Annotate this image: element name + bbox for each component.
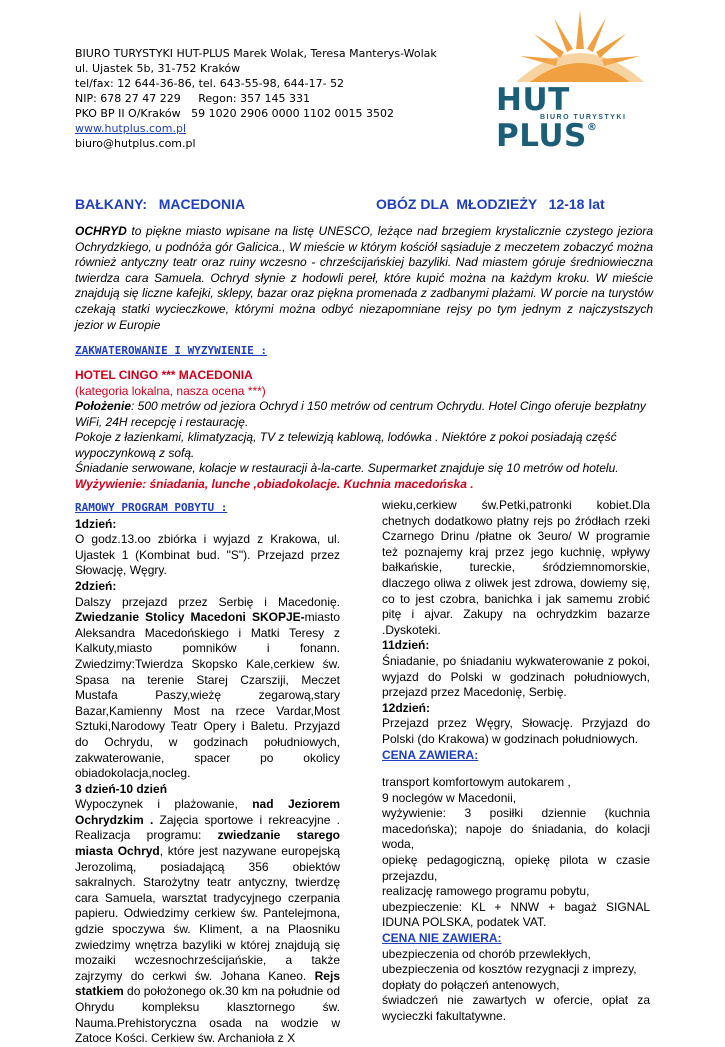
phone: tel/fax: 12 644-36-86, tel. 643-55-98, 644-17- 52 <box>75 77 345 90</box>
includes-item: wyżywienie: 3 posiłki dziennie (kuchnia macedońska); napoje do śniadania, do kolacji woda, <box>382 806 650 852</box>
logo-subtitle: BIURO TURYSTYKI <box>540 114 627 121</box>
day12-label: 12dzień: <box>382 700 431 715</box>
day2-text: Dalszy przejazd przez Serbię i Macedonię. Zwiedzanie Stolicy Macedoni SKOPJE-miasto Aleksandra Macedońskiego i Matki Teresy z Kalkuty,miasto pomników i fonann. Zwiedzimy:Twierdza Skopsko Kale,cerkiew św. Spasa na terenie Starej Czarsziji, Meczet Mustafa Paszy,wieżę zegarową,stary Bazar,Kamienny Most na rzece Vardar,Most Sztuki,Narodowy Teatr Opery i Baletu. Przyjazd do Ochrydu, w godzinach południowych, zakwaterowanie, spacer po okolicy obiadokolacja,nocleg. <box>75 594 340 781</box>
price-excludes-list <box>382 947 650 1025</box>
title-camp: OBÓZ DLA MŁODZIEŻY 12-18 lat <box>376 196 605 212</box>
hotel-category: (kategoria lokalna, nasza ocena ***) <box>75 383 266 398</box>
location-label: Położenie <box>75 399 132 413</box>
title-destination: BAŁKANY: MACEDONIA <box>75 196 246 212</box>
hotel-rooms: Pokoje z łazienkami, klimatyzacją, TV z telewizją kablową, lodówka . Niektóre z pokoi posiadają część wypoczynkową z sofą. <box>75 430 617 460</box>
intro-lead: OCHRYD <box>75 224 127 238</box>
intro-paragraph <box>75 224 653 333</box>
email: biuro@hutplus.com.pl <box>75 137 196 150</box>
hotel-breakfast: Śniadanie serwowane, kolacje w restauracji à-la-carte. Supermarket znajduje się 10 metrów od hotelu. <box>75 461 619 475</box>
program-left-column <box>75 500 340 1047</box>
day12-text: Przejazd przez Węgry, Słowację. Przyjazd do Polski (do Krakowa) w godzinach południowych. <box>382 716 650 746</box>
day3-text: Wypoczynek i plażowanie, nad Jeziorem Ochrydzkim . Zajęcia sportowe i rekreacyjne . Realizacja programu: zwiedzanie starego miasta Ochryd, które jest nazywane europejską Jerozolimą, posiadającą 356 obiektów sakralnych. Starożytny teatr antyczny, twierdzę cara Samuela, warsztat tradycyjnego czerpania papieru. Odwiedzimy cerkiew św. Pantelejmona, gdzie spoczywa św. Kliment, a na Plaosniku zwiedzimy wnętrza bazyliki w której znajdują się mozaiki wczesnochrześcijańskie, a także zajrzymy do cerkwi św. Johana Kaneo. Rejs statkiem do położonego ok.30 km na południe od Ohrydu kompleksu klasztornego św. Nauma.Prehistoryczna osada na wodzie w Zatoce Kości. Cerkiew św. Archanioła z X <box>75 797 341 1046</box>
price-includes-list <box>382 775 650 931</box>
excludes-item: ubezpieczenia od chorób przewlekłych, <box>382 946 591 961</box>
intro-text: to piękne miasto wpisane na listę UNESCO, leżące nad brzegiem krystalicznie czystego jeziora Ochrydzkiego, u podnóża gór Galicica., W mieście w którym kościół sąsiaduje z meczetem zobaczyć można również antyczny teatr oraz ruiny wczesno - chrześcijańskiej bazyliki. Nad miastem góruje średniowieczna twierdza cara Samuela. Ochryd słynie z hodowli pereł, które kupić można na każdym kroku. W mieście znajdują się liczne kafejki, sklepy, bazar oraz piękna promenada z zadbanymi plażami. W porcie na turystów czekają statki wycieczkowe, którymi można odbyć niezapomniane rejsy po tym jednym z najczystszych jezior w Europie <box>75 224 653 332</box>
hotel-name: HOTEL CINGO *** MACEDONIA <box>75 368 253 382</box>
day11-text: Śniadanie, po śniadaniu wykwaterowanie z pokoi, wyjazd do Polski w godzinach południowych, przejazd przez Macedonię, Serbię. <box>382 653 650 700</box>
program-right-column <box>382 498 650 1025</box>
accommodation-heading: ZAKWATEROWANIE I WYZYWIENIE : <box>75 344 268 357</box>
includes-item: opiekę pedagogiczną, opiekę pilota w czasie przejazdu, <box>382 853 650 883</box>
day3-label: 3 dzień-10 dzień <box>75 781 168 796</box>
includes-item: transport komfortowym autokarem , <box>382 775 571 790</box>
sun-icon <box>496 4 664 89</box>
excludes-item: świadczeń nie zawartych w ofercie, opłat za wycieczki fakultatywne. <box>382 993 650 1023</box>
day1-text: O godz.13.oo zbiórka i wyjazd z Krakowa, ul. Ujastek 1 (Kombinat bud. "S"). Przejazd przez Słowację, Węgry. <box>75 532 340 578</box>
address: ul. Ujastek 5b, 31-752 Kraków <box>75 62 241 75</box>
registered-mark: ® <box>586 122 598 133</box>
program-heading: RAMOWY PROGRAM POBYTU : <box>75 501 228 514</box>
company-name: BIURO TURYSTYKI HUT-PLUS Marek Wolak, Teresa Manterys-Wolak <box>75 47 437 60</box>
bank-account: PKO BP II O/Kraków 59 1020 2906 0000 1102 0015 3502 <box>75 107 395 120</box>
program-continuation: wieku,cerkiew św.Petki,patronki kobiet.Dla chetnych dodatkowo płatny rejs po źródłach rzeki Czarnego Drinu /płatne ok 3euro/ W programie też poznajemy kraj przez jego kuchnię, wpływy bałkańskie, tureckie, śródziemnomorskie, dlaczego oliwa z oliwek jest zdrowa, dowiemy się, co to jest czobra, banichka i jak samemu zrobić pitę i ajvar. Zakupy na ochrydzkim bazarze .Dyskoteki. <box>382 498 650 637</box>
day11-label: 11dzień: <box>382 638 430 653</box>
logo-name: HUT PLUS <box>496 82 587 154</box>
location-text: : 500 metrów od jeziora Ochryd i 150 metrów od centrum Ochrydu. Hotel Cingo oferuje bezpłatny WiFi, 24H recepcję i restaurację. <box>75 399 646 429</box>
website-link[interactable]: www.hutplus.com.pl <box>75 122 186 135</box>
contact-block <box>75 46 437 151</box>
includes-item: 9 noclegów w Macedonii, <box>382 790 517 805</box>
hotel-meals: Wyżywienie: śniadania, lunche ,obiadokolacje. Kuchnia macedońska . <box>75 476 474 491</box>
nip-regon: NIP: 678 27 47 229 Regon: 357 145 331 <box>75 92 311 105</box>
excludes-item: ubezpieczenia od kosztów rezygnacji z imprezy, <box>382 962 637 977</box>
hotel-section <box>75 368 665 492</box>
includes-item: realizację ramowego programu pobytu, <box>382 884 590 899</box>
includes-item: ubezpieczenie: KL + NNW + bagaż SIGNAL IDUNA POLSKA, podatek VAT. <box>382 899 650 930</box>
day2-label: 2dzień: <box>75 578 117 593</box>
price-includes-heading: CENA ZAWIERA: <box>382 747 479 762</box>
price-excludes-heading: CENA NIE ZAWIERA: <box>382 931 502 946</box>
hut-plus-logo <box>496 4 664 154</box>
excludes-item: dopłaty do połączeń antenowych, <box>382 977 560 992</box>
day1-label: 1dzień: <box>75 516 117 531</box>
